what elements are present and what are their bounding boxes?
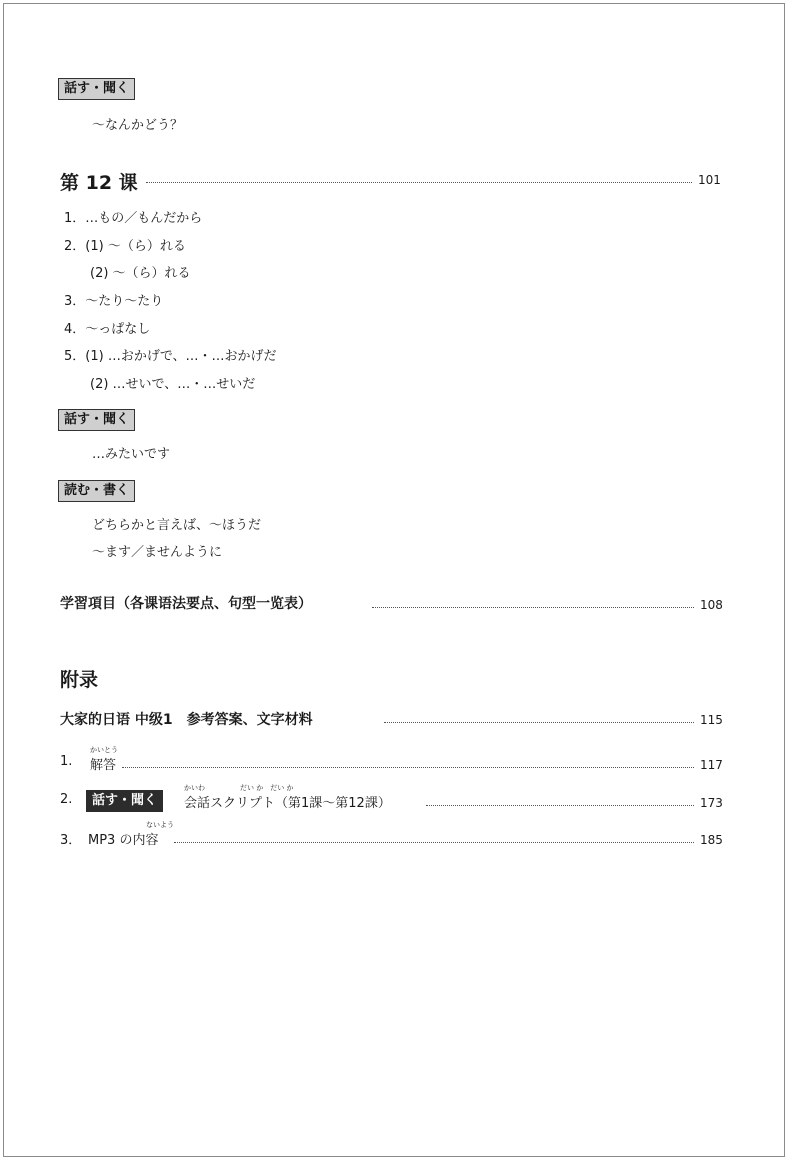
- study-items-title: 学習項目（各课语法要点、句型一览表）: [60, 596, 312, 612]
- appendix-subtitle: 大家的日语 中级1 参考答案、文字材料: [60, 712, 313, 728]
- appendix-entry-1: [90, 746, 118, 773]
- lesson12-item-1: 1．…もの／もんだから: [64, 211, 203, 226]
- lesson12-leader-dots: [146, 182, 692, 183]
- read-write-item-1: どちらかと言えば、～ほうだ: [92, 518, 262, 533]
- read-write-item-2: ～ます／ませんように: [92, 545, 223, 560]
- appendix-entry-1-text: 解答: [90, 758, 117, 773]
- appendix-entry-2: [184, 784, 391, 811]
- appendix-entry-3-leader-dots: [174, 842, 694, 843]
- appendix-entry-1-number: 1.: [60, 754, 73, 769]
- lesson12-item-2-1: 2．(1) ～（ら）れる: [64, 239, 186, 254]
- read-write-label: 読む・書く: [58, 480, 135, 502]
- lesson12-item-2-2: (2) ～（ら）れる: [90, 266, 191, 281]
- study-items-page: 108: [700, 598, 723, 612]
- appendix-entry-3: [88, 821, 174, 848]
- study-items-leader-dots: [372, 607, 694, 608]
- speak-listen-label-dark: 話す・聞く: [86, 790, 163, 812]
- appendix-entry-3-number: 3．: [60, 833, 82, 848]
- top-section-item: ～なんかどう？: [92, 118, 184, 133]
- speak-listen-label: 話す・聞く: [58, 409, 135, 431]
- lesson12-item-3: 3．～たり～たり: [64, 294, 164, 309]
- appendix-entry-1-page: 117: [700, 758, 723, 772]
- speak-listen-label: 話す・聞く: [58, 78, 135, 100]
- speak-listen-badge-dark: [86, 789, 163, 812]
- appendix-entry-2-page: 173: [700, 796, 723, 810]
- appendix-entry-1-leader-dots: [122, 767, 694, 768]
- speak-listen-badge-top: [58, 77, 135, 100]
- appendix-entry-2-text: 会話スクリプト（第1課～第12課）: [184, 796, 391, 811]
- appendix-subtitle-page: 115: [700, 713, 723, 727]
- appendix-entry-3-ruby: ないよう: [146, 821, 174, 829]
- appendix-entry-1-ruby: かいとう: [90, 746, 118, 754]
- read-write-badge: [58, 479, 135, 502]
- appendix-title: 附录: [60, 669, 99, 691]
- appendix-entry-2-ruby: かいわ だい か だい か: [184, 784, 294, 792]
- appendix-entry-2-leader-dots: [426, 805, 694, 806]
- document-page: [3, 3, 785, 1157]
- lesson12-item-4: 4．～っぱなし: [64, 322, 151, 337]
- appendix-entry-3-page: 185: [700, 833, 723, 847]
- lesson12-item-5-1: 5．(1) …おかげで、…・…おかげだ: [64, 349, 277, 364]
- lesson12-page: 101: [698, 173, 721, 187]
- speak-listen-badge: [58, 408, 135, 431]
- lesson12-item-5-2: (2) …せいで、…・…せいだ: [90, 377, 256, 392]
- appendix-entry-2-number: 2.: [60, 792, 73, 807]
- lesson12-title: 第 12 课: [60, 172, 138, 194]
- appendix-entry-3-text: MP3 の内容: [88, 833, 159, 848]
- speak-listen-item: …みたいです: [92, 447, 171, 462]
- appendix-subtitle-leader-dots: [384, 722, 694, 723]
